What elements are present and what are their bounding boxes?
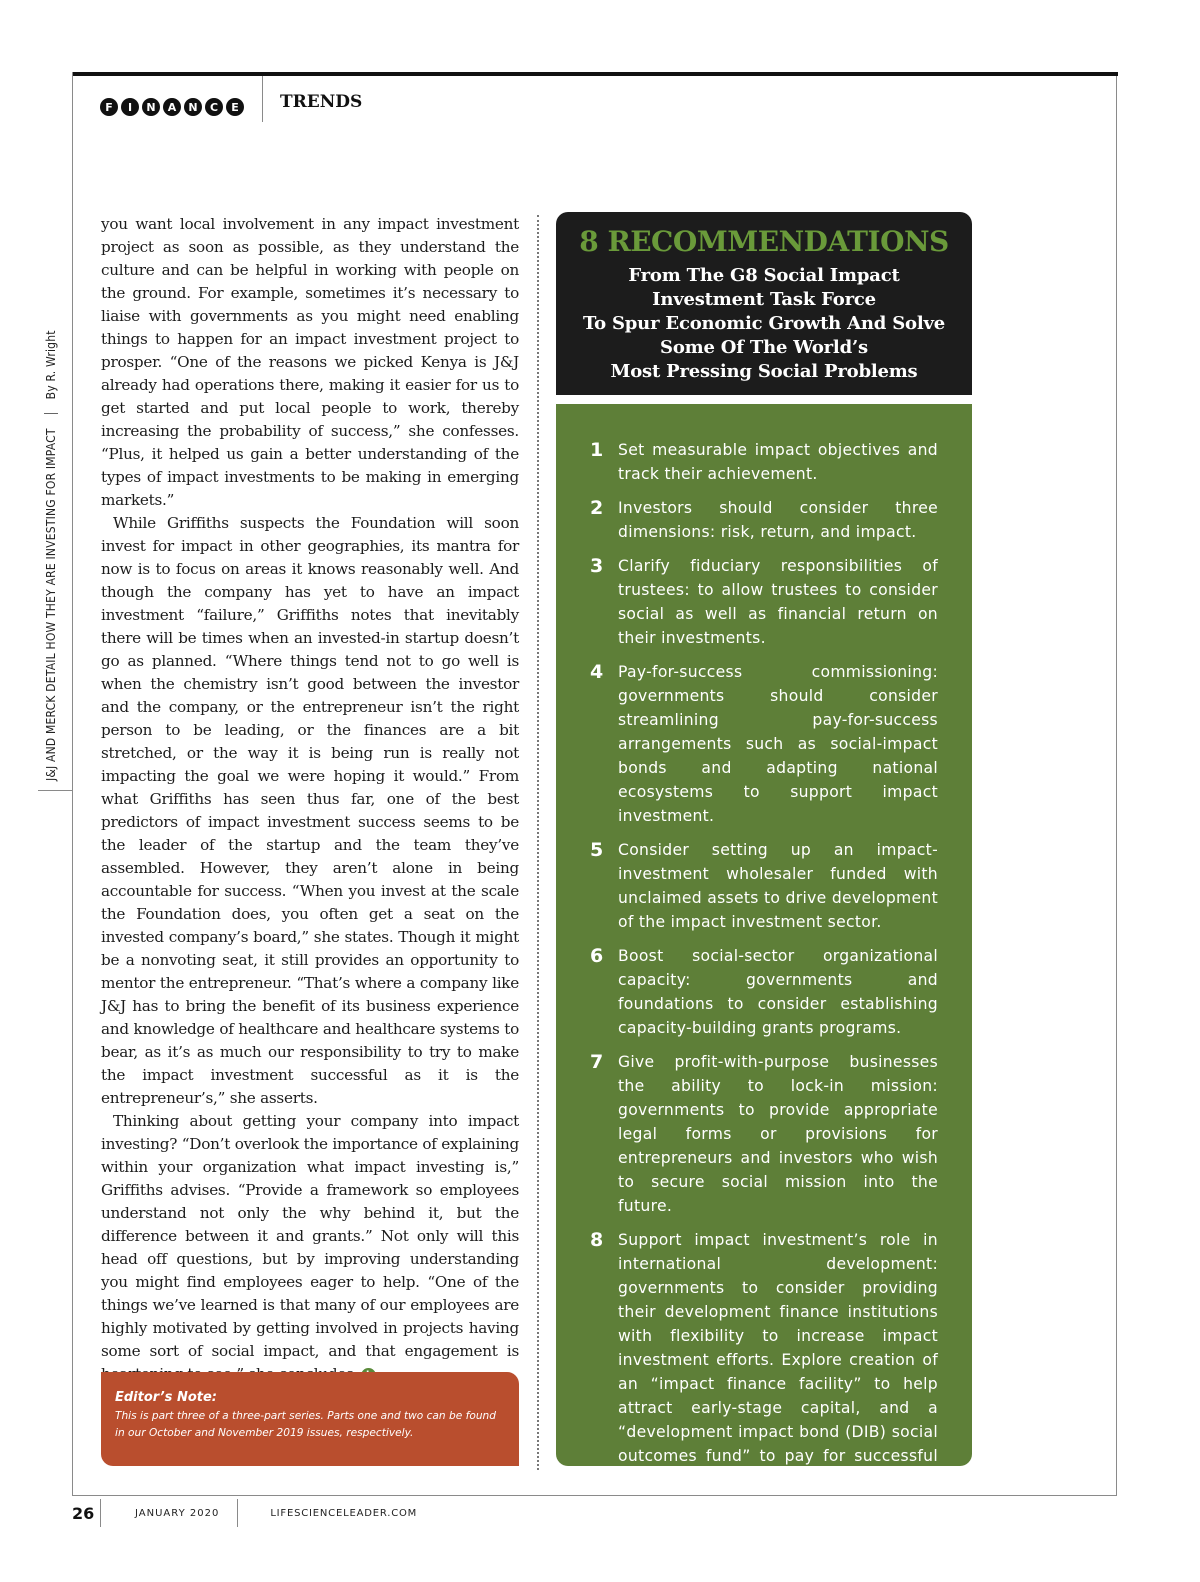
recommendation-text: Clarify fiduciary responsibilities of trustees: to allow trustees to consider social as well as financial return on their investments. [618, 557, 938, 647]
bottom-rule [72, 1495, 1117, 1496]
recommendations-subtitle [556, 264, 972, 384]
recommendation-item [590, 838, 938, 934]
recommendation-item [590, 944, 938, 1040]
recommendation-text: Boost social-sector organizational capacity: governments and foundations to consider establishing capacity-building grants programs. [618, 947, 938, 1037]
site-url: LIFESCIENCELEADER.COM [270, 1507, 418, 1519]
editor-note [101, 1372, 519, 1466]
recommendation-number: 1 [590, 439, 604, 461]
recommendations-header [556, 212, 972, 395]
header-divider [262, 76, 263, 122]
recommendations-title: 8 RECOMMENDATIONS [579, 225, 949, 258]
recommendation-number: 8 [590, 1229, 604, 1251]
logo-letter: F [100, 98, 118, 116]
page-footer [72, 1500, 417, 1526]
article-paragraph: While Griffiths suspects the Foundation will soon invest for impact in other geographies, its mantra for now is to focus on areas it knows reasonably well. And though the company has yet to have an impact investment “failure,” Griffiths notes that inevitably there will be times when an invested-in startup doesn’t go as planned. “Where things tend not to go well is when the chemistry isn’t good between the investor and the company, or the entrepreneur isn’t the right person to be leading, or the finances are a bit stretched, or the way it is being run is really not impacting the goal we were hoping it would.” From what Griffiths has seen thus far, one of the best predictors of impact investment success seems to be the leader of the startup and the team they’ve assembled. However, they aren’t alone in being accountable for success. “When you invest at the scale the Foundation does, you often get a seat on the invested company’s board,” she states. Though it might be a nonvoting seat, it still provides an opportunity to mentor the entrepreneur. “That’s where a company like J&J has to bring the benefit of its business experience and knowledge of healthcare and healthcare systems to bear, as it’s as much our responsibility to try to make the impact investment successful as it is the entrepreneur’s,” she asserts. [101, 514, 519, 1107]
recommendations-list [556, 404, 972, 1489]
subtitle-line: To Spur Economic Growth And Solve [583, 313, 945, 334]
page-header [100, 90, 363, 124]
recommendation-item [590, 496, 938, 544]
logo-letter: I [121, 98, 139, 116]
recommendation-text: Pay-for-success commissioning: governments should consider streamlining pay-for-success arrangements such as social-impact bonds and adapting national ecosystems to support impact investment. [618, 663, 938, 825]
recommendation-item [590, 438, 938, 486]
recommendation-text: Consider setting up an impact-investment wholesaler funded with unclaimed assets to drive development of the impact investment sector. [618, 841, 938, 931]
section-title: TRENDS [280, 92, 363, 112]
recommendation-text: Give profit-with-purpose businesses the ability to lock-in mission: governments to provide appropriate legal forms or provisions for entrepreneurs and investors who wish to secure social mission into the future. [618, 1053, 938, 1215]
page-number: 26 [72, 1503, 95, 1523]
recommendation-text: Support impact investment’s role in international development: governments to consider providing their development finance institutions with flexibility to increase impact investment efforts. Explore creation of an “impact finance facility” to help attract early-stage capital, and a “development impact bond (DIB) social outcomes fund” to pay for successful DIBs. [618, 1231, 938, 1489]
recommendation-number: 7 [590, 1051, 604, 1073]
recommendation-number: 3 [590, 555, 604, 577]
finance-logo [100, 98, 244, 116]
recommendation-number: 4 [590, 661, 604, 683]
recommendation-item [590, 554, 938, 650]
issue-date: JANUARY 2020 [135, 1507, 220, 1519]
recommendation-item [590, 660, 938, 828]
logo-letter: N [142, 98, 160, 116]
logo-letter: C [205, 98, 223, 116]
left-rule [72, 72, 73, 1496]
subtitle-line: Some Of The World’s [660, 337, 868, 358]
article-paragraph-text: Thinking about getting your company into impact investing? “Don’t overlook the importance of explaining within your organization what impact investing is,” Griffiths advises. “Provide a framework so employees understand not only the why behind it, but the difference between it and grants.” Not only will this head off questions, but by improving understanding you might find employees eager to help. “One of the things we’ve learned is that many of our employees are highly motivated by getting involved in projects having some sort of social impact, and that engagement is [101, 1112, 519, 1360]
article-paragraph: you want local involvement in any impact investment project as soon as possible, as they understand the culture and can be helpful in working with people on the ground. For example, sometimes it’s necessary to liaise with governments as you might need enabling things to happen for an impact investment project to prosper. “One of the reasons we picked Kenya is J&J already had operations there, making it easier for us to get started and put local people to work, thereby increasing the probability of success,” she confesses. “Plus, it helped us gain a better understanding of the types of impact investments to be making in emerging markets.” [101, 215, 519, 509]
top-rule [72, 72, 1118, 76]
subtitle-line: Most Pressing Social Problems [610, 361, 918, 382]
side-byline: By R. Wright [44, 330, 58, 400]
article-body [101, 213, 519, 1386]
recommendation-item [590, 1050, 938, 1218]
editor-note-title: Editor’s Note: [115, 1390, 217, 1405]
logo-letter: A [163, 98, 181, 116]
logo-letter: N [184, 98, 202, 116]
side-rule [38, 790, 72, 791]
recommendation-number: 5 [590, 839, 604, 861]
footer-divider [237, 1499, 238, 1527]
side-headline: J&J AND MERCK DETAIL HOW THEY ARE INVESTING FOR IMPACT [44, 428, 58, 781]
recommendation-number: 2 [590, 497, 604, 519]
side-separator [44, 413, 58, 414]
article-paragraph [101, 1110, 519, 1386]
column-divider [537, 215, 539, 1470]
editor-note-body: This is part three of a three-part series. Parts one and two can be found in our October and November 2019 issues, respectively. [115, 1410, 496, 1439]
recommendation-text: Set measurable impact objectives and track their achievement. [618, 441, 938, 483]
recommendation-item [590, 1228, 938, 1492]
subtitle-line: Investment Task Force [652, 289, 876, 310]
logo-letter: E [226, 98, 244, 116]
recommendation-text: Investors should consider three dimensions: risk, return, and impact. [618, 499, 938, 541]
footer-divider [100, 1499, 101, 1527]
subtitle-line: From The G8 Social Impact [628, 265, 900, 286]
right-rule [1116, 76, 1117, 1496]
recommendation-number: 6 [590, 945, 604, 967]
